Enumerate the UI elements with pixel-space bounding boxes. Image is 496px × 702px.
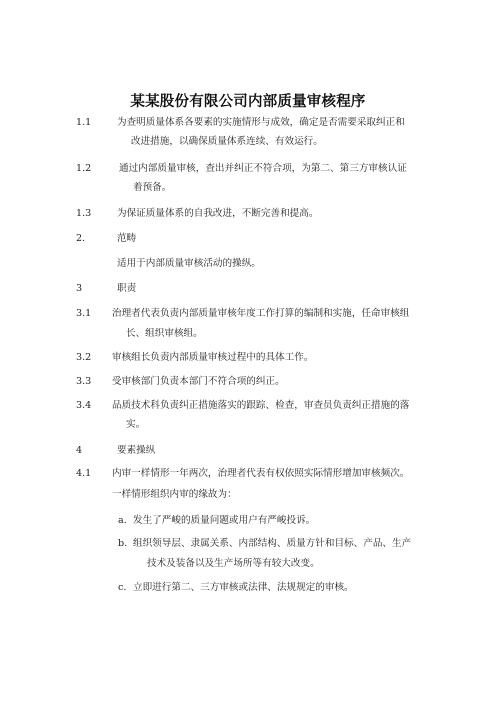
item-text-line: 实。 <box>126 419 146 430</box>
section-number: 4 <box>76 445 83 456</box>
item-number: 3.2 <box>76 352 92 363</box>
item-text-line: 长、组织审核组。 <box>126 328 203 339</box>
item-text-line: 为保证质量体系的自我改进，不断完善和提高。 <box>117 208 319 219</box>
item-number: 1.3 <box>76 208 92 219</box>
item-text-line: 通过内部质量审核，查出并纠正不符合项，为第二、第三方审核认证 <box>119 163 407 174</box>
section-heading: 职责 <box>117 283 137 294</box>
section-number: 3 <box>76 283 83 294</box>
item-text-line: 适用于内部质量审核活动的操纵。 <box>117 258 261 269</box>
subitem-text-line: 组织领导层、隶属关系、内部结构、质量方针和目标、产品、生产 <box>133 538 412 549</box>
document-title: 某某股份有限公司内部质量审核程序 <box>130 94 366 110</box>
item-text-line: 治理者代表负责内部质量审核年度工作打算的编制和实施，任命审核组 <box>112 308 410 319</box>
item-text-line: 一样情形组织内审的缘故为： <box>112 489 237 500</box>
subitem-text-line: 技术及装备以及生产场所等有较大改变。 <box>147 558 320 569</box>
section-heading: 要素操纵 <box>117 445 156 456</box>
item-number: 1.1 <box>76 117 92 128</box>
item-text-line: 改进措施，以确保质量体系连续、有效运行。 <box>131 136 323 147</box>
subitem-label: a. <box>118 515 127 526</box>
subitem-label: b. <box>118 538 128 549</box>
subitem-label: c. <box>118 582 127 593</box>
subitem-text-line: 立即进行第二、三方审核或法律、法规规定的审核。 <box>133 582 354 593</box>
item-text-line: 为查明质量体系各要素的实施情形与成效，确定是否需要采取纠正和 <box>117 117 405 128</box>
section-heading: 范畴 <box>117 233 137 244</box>
item-text-line: 着预备。 <box>133 182 172 193</box>
item-text-line: 审核组长负责内部质量审核过程中的具体工作。 <box>112 352 314 363</box>
item-text-line: 受审核部门负责本部门不符合项的纠正。 <box>112 376 285 387</box>
section-number: 2. <box>76 233 86 244</box>
item-number: 3.3 <box>76 376 92 387</box>
item-number: 4.1 <box>76 468 92 479</box>
item-number: 3.4 <box>76 400 92 411</box>
subitem-text-line: 发生了严峻的质量问题或用户有严峻投诉。 <box>133 515 316 526</box>
item-text-line: 内审一样情形一年两次，治理者代表有权依照实际情形增加审核频次。 <box>112 468 410 479</box>
item-number: 1.2 <box>76 163 92 174</box>
item-text-line: 品质技术科负责纠正措施落实的跟踪、检查，审查员负责纠正措施的落 <box>112 400 410 411</box>
item-number: 3.1 <box>76 308 92 319</box>
